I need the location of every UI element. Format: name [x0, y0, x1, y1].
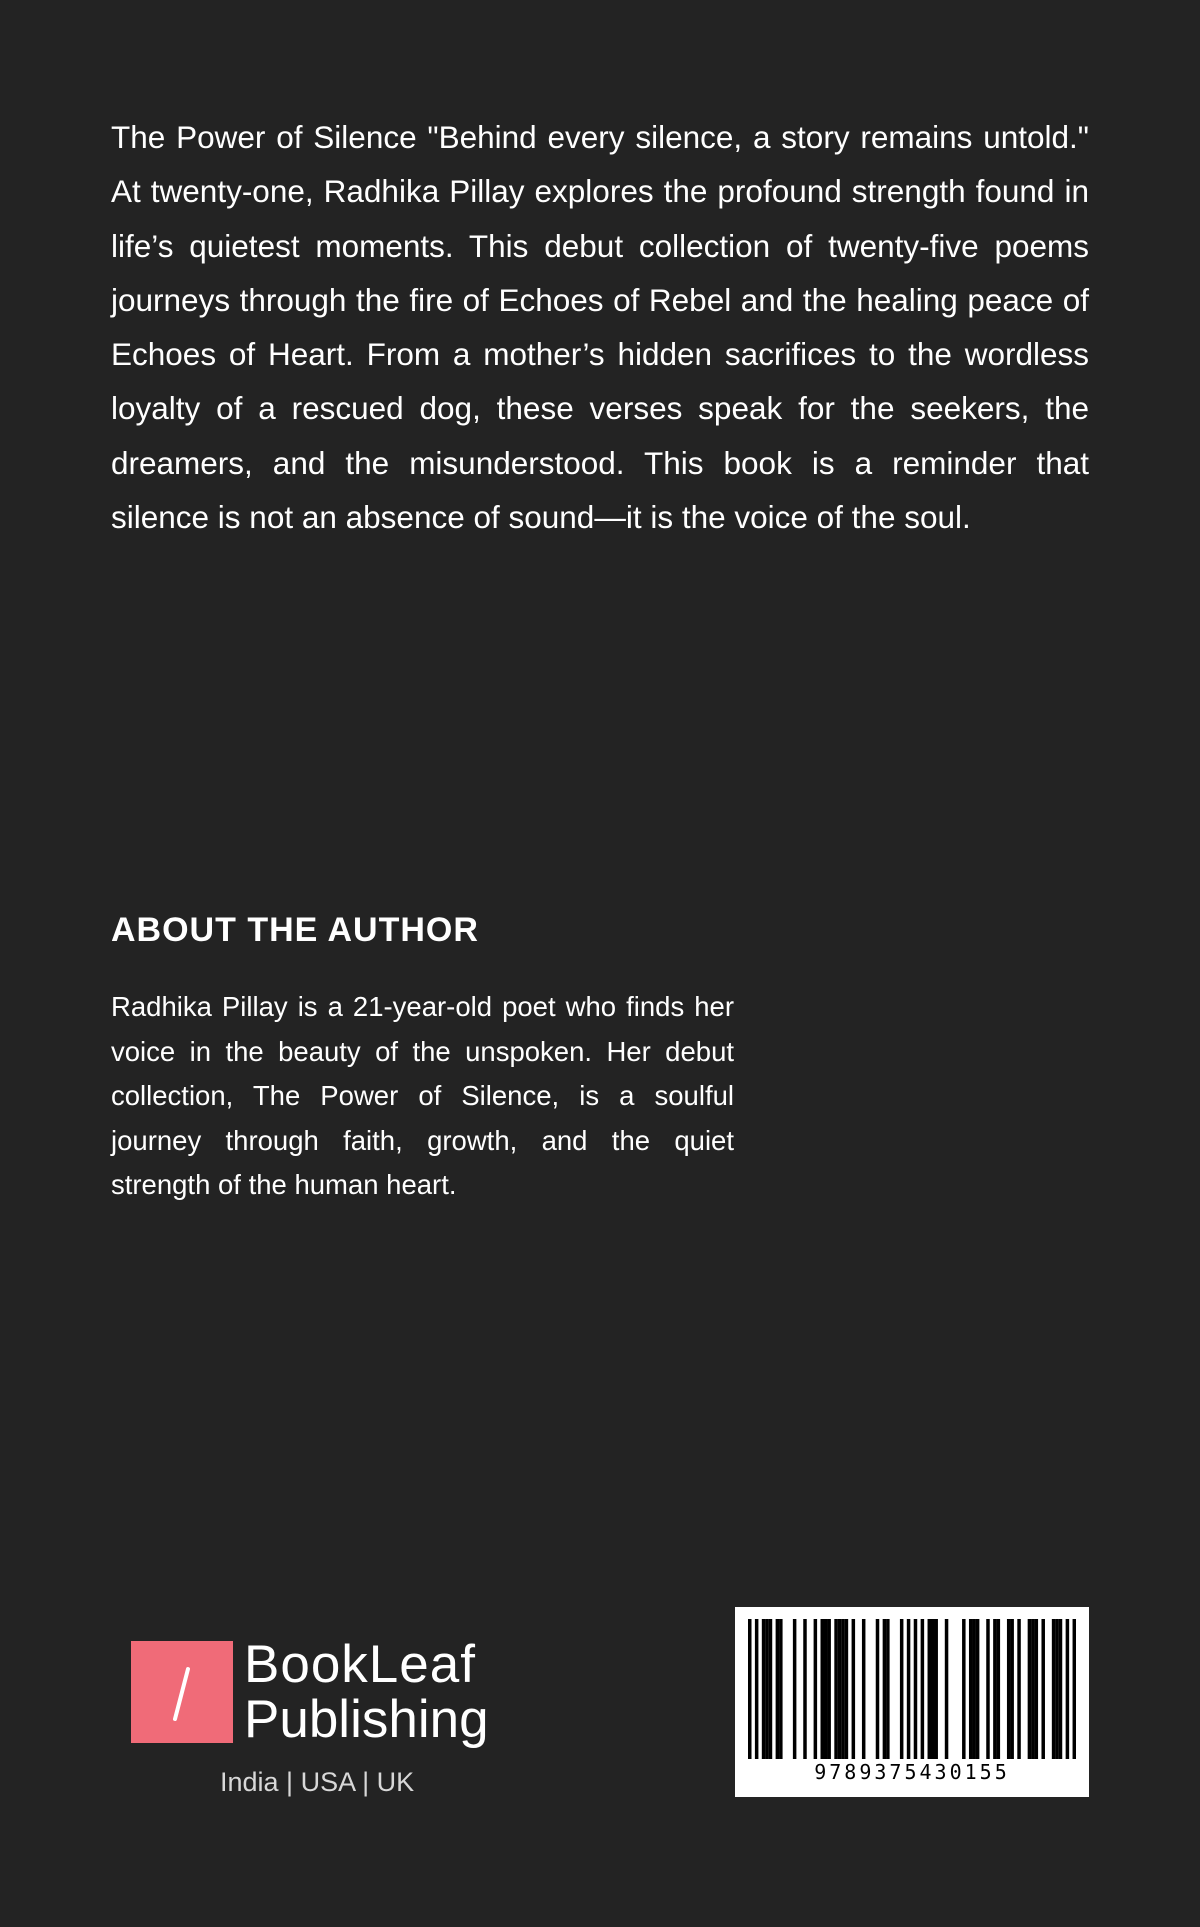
barcode-bar [928, 1619, 932, 1759]
barcode-bar [1028, 1619, 1032, 1759]
barcode-bar [779, 1619, 783, 1759]
barcode-bar [841, 1619, 845, 1759]
barcode-bar [931, 1619, 935, 1759]
publisher-name-line1: BookLeaf [244, 1635, 476, 1694]
barcode-bar [769, 1619, 773, 1759]
publisher-regions: India | USA | UK [220, 1767, 415, 1797]
barcode-bar [821, 1619, 825, 1759]
slash-icon [131, 1641, 233, 1743]
barcode-bar [814, 1619, 818, 1759]
barcode-bars [748, 1619, 1076, 1759]
barcode-bar [876, 1619, 880, 1759]
barcode-bar [1066, 1619, 1070, 1759]
barcode-bar [1017, 1619, 1021, 1759]
barcode-bar [755, 1619, 759, 1759]
barcode-bar [962, 1619, 966, 1759]
barcode-bar [827, 1619, 831, 1759]
author-bio: Radhika Pillay is a 21-year-old poet who finds her voice in the beauty of the unspoken. Her debut collection, The Power of Silence, is a soulful journey through faith, growth, and the quiet strength of the human heart. [111, 991, 734, 1200]
barcode-bar [997, 1619, 1001, 1759]
barcode-bar [945, 1619, 949, 1759]
book-blurb: The Power of Silence "Behind every silence, a story remains untold." At twenty-one, Radhika Pillay explores the profound strength found in life’s quietest moments. This debut collection of twenty-five poems journeys through the fire of Echoes of Rebel and the healing peace of Echoes of Heart. From a mother’s hidden sacrifices to the wordless loyalty of a rescued dog, these verses speak for the seekers, the dreamers, and the misunderstood. This book is a reminder that silence is not an absence of sound—it is the voice of the soul. [111, 119, 1089, 536]
barcode-bar [921, 1619, 925, 1759]
barcode-bar [976, 1619, 980, 1759]
barcode-bar [1035, 1619, 1039, 1759]
barcode-bar [914, 1619, 918, 1759]
isbn-number: 9789375430155 [814, 1760, 1010, 1784]
barcode-bar [862, 1619, 866, 1759]
barcode-bar [762, 1619, 766, 1759]
barcode-bar [793, 1619, 797, 1759]
barcode-bar [1052, 1619, 1056, 1759]
barcode-bar [934, 1619, 938, 1759]
barcode-bar [748, 1619, 752, 1759]
barcode-bar [1007, 1619, 1011, 1759]
barcode-bar [972, 1619, 976, 1759]
barcode-bar [986, 1619, 990, 1759]
barcode-bar [803, 1619, 807, 1759]
barcode-bar [834, 1619, 838, 1759]
barcode-bar [907, 1619, 911, 1759]
barcode-bar [886, 1619, 890, 1759]
barcode-bar [845, 1619, 849, 1759]
about-author-heading: ABOUT THE AUTHOR [111, 911, 479, 949]
barcode-bar [1059, 1619, 1063, 1759]
barcode-bar [969, 1619, 973, 1759]
isbn-barcode [735, 1607, 1089, 1797]
publisher-logo [131, 1636, 511, 1796]
barcode-bar [838, 1619, 842, 1759]
publisher-name-line2: Publishing [244, 1690, 489, 1749]
barcode-bar [1010, 1619, 1014, 1759]
barcode-bar [824, 1619, 828, 1759]
barcode-bar [883, 1619, 887, 1759]
barcode-bar [900, 1619, 904, 1759]
barcode-bar [852, 1619, 856, 1759]
barcode-bar [1031, 1619, 1035, 1759]
barcode-bar [1073, 1619, 1076, 1759]
barcode-bar [1041, 1619, 1045, 1759]
barcode-bar [776, 1619, 780, 1759]
barcode-bar [1055, 1619, 1059, 1759]
barcode-bar [993, 1619, 997, 1759]
barcode-bar [765, 1619, 769, 1759]
